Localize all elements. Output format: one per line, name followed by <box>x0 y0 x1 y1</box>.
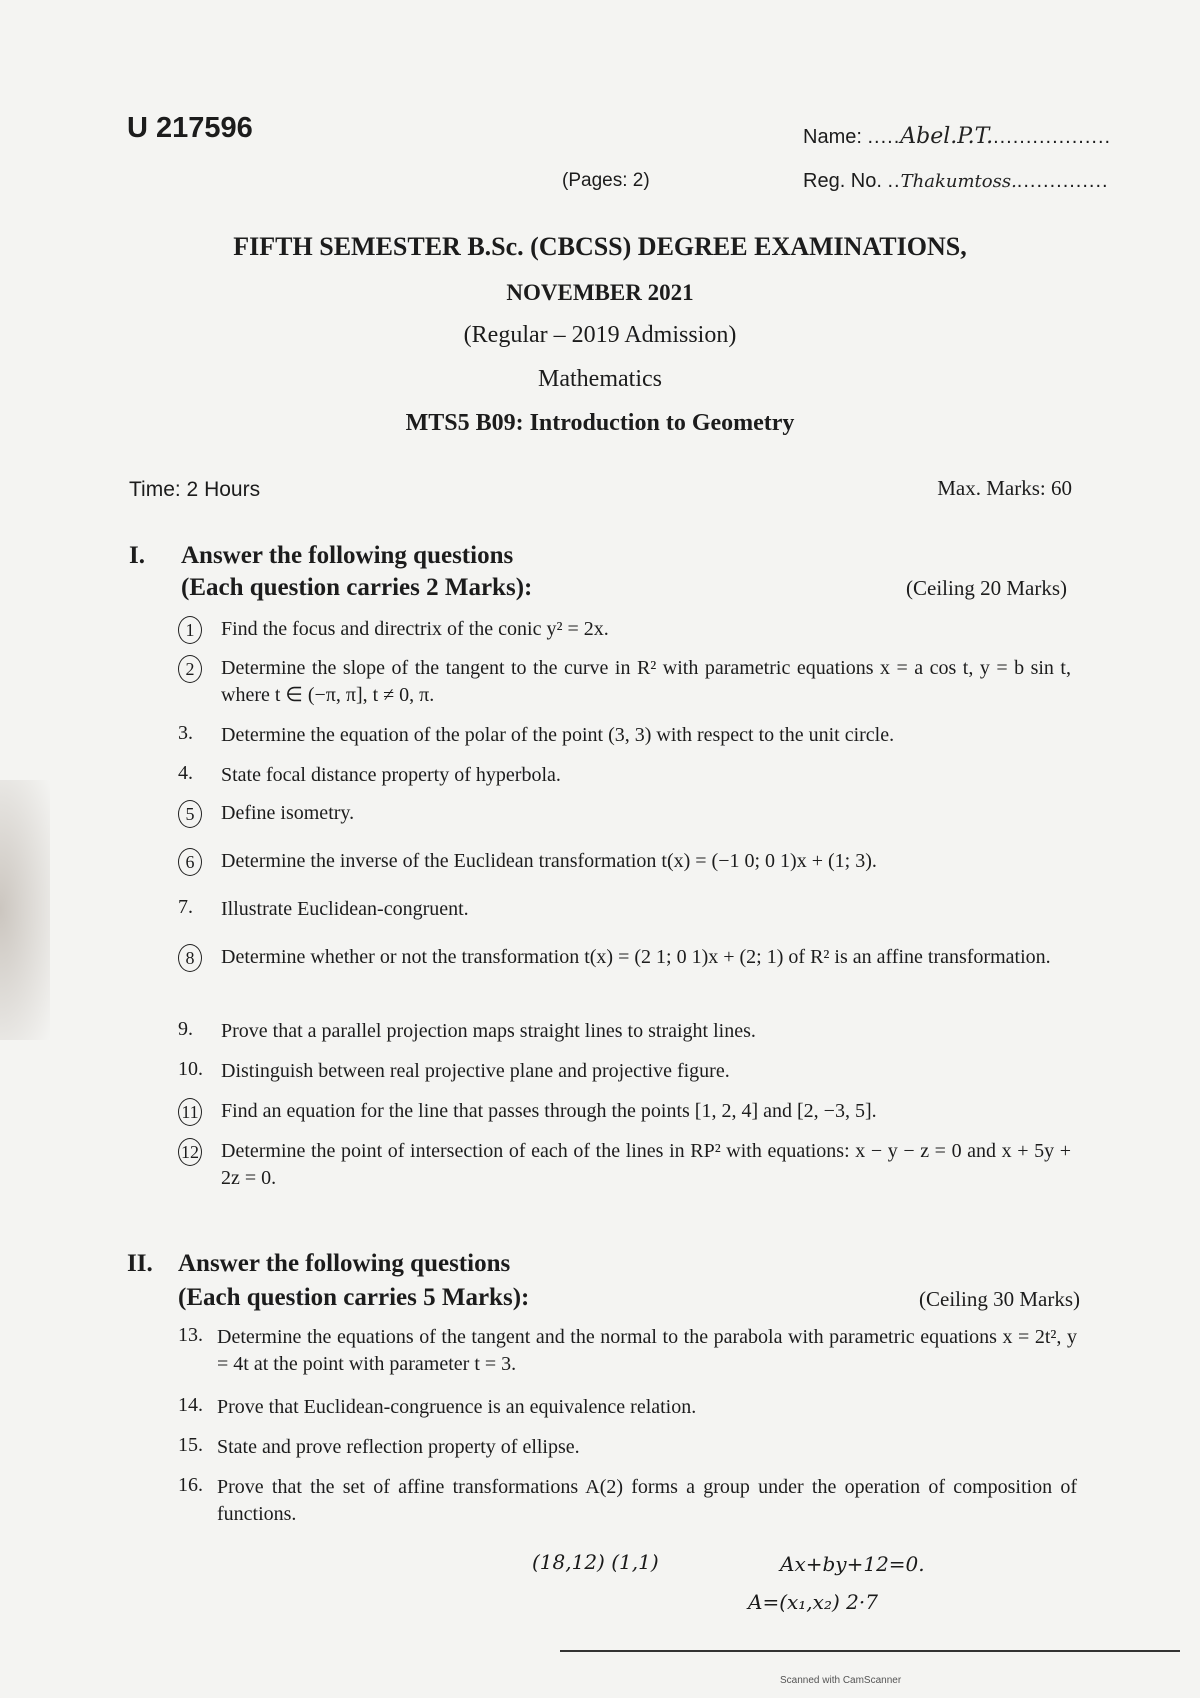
question <box>0 1018 1200 1048</box>
section-2-marks: (Each question carries 5 Marks): <box>178 1284 530 1311</box>
question-number: 9. <box>178 1018 193 1040</box>
question-number: 3. <box>178 722 193 744</box>
question-number: 13. <box>178 1324 203 1346</box>
question-number: 4. <box>178 762 193 784</box>
handwritten-note: Ax+by+12=0. <box>780 1552 925 1576</box>
question-text: Determine whether or not the transformation t(x) = (2 1; 0 1)x + (2; 1) of R² is an affine transformation. <box>221 946 1051 968</box>
question-text: Prove that a parallel projection maps straight lines to straight lines. <box>221 1020 756 1042</box>
question-number: 10. <box>178 1058 203 1080</box>
question-text: Determine the slope of the tangent to the curve in R² with parametric equations x = a cos t, y = b sin t, where t ∈ (−π, π], t ≠ 0, π. <box>221 657 1071 706</box>
question-text: Define isometry. <box>221 802 355 824</box>
question <box>0 1098 1200 1128</box>
question-number: 6 <box>178 848 202 876</box>
section-1-marks: (Each question carries 2 Marks): <box>181 574 533 601</box>
name-value: Abel.P.T. <box>900 124 994 149</box>
question-number: 2 <box>178 655 202 683</box>
question <box>0 722 1200 752</box>
time-allowed: Time: 2 Hours <box>129 478 261 501</box>
question <box>0 944 1200 1004</box>
admission-scheme: (Regular – 2019 Admission) <box>463 322 737 348</box>
question <box>0 1058 1200 1088</box>
section-2-heading: Answer the following questions <box>178 1250 511 1277</box>
question <box>0 1474 1200 1534</box>
question-text: Determine the point of intersection of each of the lines in RP² with equations: x − y − z = 0 and x + 5y + 2z = 0. <box>221 1140 1071 1189</box>
section-1-heading: Answer the following questions <box>181 542 514 569</box>
question-text: State focal distance property of hyperbola. <box>221 764 561 786</box>
question-number: 12 <box>178 1138 202 1166</box>
page-count: (Pages: 2) <box>562 170 650 191</box>
question <box>0 1394 1200 1424</box>
question <box>0 762 1200 792</box>
question-text: Determine the inverse of the Euclidean transformation t(x) = (−1 0; 0 1)x + (1; 3). <box>221 850 877 872</box>
question-number: 1 <box>178 616 202 644</box>
question-text: Distinguish between real projective plane and projective figure. <box>221 1060 730 1082</box>
question <box>0 848 1200 882</box>
question <box>0 655 1200 715</box>
question <box>0 1324 1200 1384</box>
question-number: 8 <box>178 944 202 972</box>
question-text: Illustrate Euclidean-congruent. <box>221 898 469 920</box>
question-text: Prove that Euclidean-congruence is an equivalence relation. <box>217 1396 697 1418</box>
question <box>0 1434 1200 1464</box>
question-number: 16. <box>178 1474 203 1496</box>
question <box>0 1138 1200 1198</box>
section-2-number: II. <box>127 1250 153 1277</box>
exam-month: NOVEMBER 2021 <box>506 280 694 305</box>
question <box>0 800 1200 830</box>
question <box>0 896 1200 926</box>
section-1-number: I. <box>129 542 145 569</box>
question-text: Prove that the set of affine transformations A(2) forms a group under the operation of composition of functions. <box>217 1476 1077 1525</box>
question-text: Find an equation for the line that passes through the points [1, 2, 4] and [2, −3, 5]. <box>221 1100 877 1122</box>
section-2-ceiling: (Ceiling 30 Marks) <box>919 1287 1080 1311</box>
scanner-watermark: Scanned with CamScanner <box>780 1675 902 1686</box>
question-number: 7. <box>178 896 193 918</box>
reg-value: Thakumtoss. <box>900 171 1017 192</box>
question-number: 14. <box>178 1394 203 1416</box>
reg-line: Reg. No. ..Thakumtoss............... <box>803 170 1109 192</box>
name-line: Name: .....Abel.P.T................... <box>803 124 1112 149</box>
question-number: 15. <box>178 1434 203 1456</box>
course-title: MTS5 B09: Introduction to Geometry <box>405 410 795 436</box>
reg-label: Reg. No. <box>803 170 882 192</box>
question-number: 11 <box>178 1098 202 1126</box>
handwritten-note: A=(x₁,x₂) 2·7 <box>748 1590 878 1614</box>
subject: Mathematics <box>538 366 662 392</box>
max-marks: Max. Marks: 60 <box>937 476 1072 500</box>
question-number: 5 <box>178 800 202 828</box>
question-text: Determine the equations of the tangent and the normal to the parabola with parametric equations x = 2t², y = 4t at the point with parameter t = 3. <box>217 1326 1077 1375</box>
question-text: State and prove reflection property of ellipse. <box>217 1436 580 1458</box>
handwritten-note: (18,12) (1,1) <box>532 1550 659 1574</box>
question <box>0 616 1200 646</box>
section-1-ceiling: (Ceiling 20 Marks) <box>906 576 1067 600</box>
name-label: Name: <box>803 126 862 148</box>
question-text: Find the focus and directrix of the conic y² = 2x. <box>221 618 609 640</box>
exam-title: FIFTH SEMESTER B.Sc. (CBCSS) DEGREE EXAMINATIONS, <box>233 232 967 261</box>
bottom-rule <box>560 1650 1180 1652</box>
paper-code: U 217596 <box>127 112 253 144</box>
question-text: Determine the equation of the polar of the point (3, 3) with respect to the unit circle. <box>221 724 895 746</box>
